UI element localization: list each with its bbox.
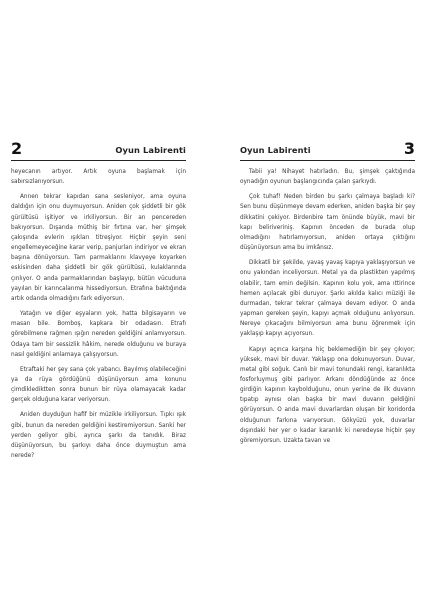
page-body [11, 167, 186, 461]
running-title: Oyun Labirenti [240, 145, 311, 155]
left-page [11, 140, 186, 466]
paragraph: Yatağın ve diğer eşyaların yok, hatta bilgisayarın ve masan bile. Bomboş, kapkara bir odadasın. Etrafı görebilmene rağmen ışığın nereden geldiğini anlamıyorsun. Odaya tam bir sessizlik hâkim, nerede olduğunu ve buraya nasıl geldiğini anlamaya çalışıyorsun. [11, 311, 186, 358]
page-body [240, 167, 415, 446]
paragraph: Dikkatli bir şekilde, yavaş yavaş kapıya yaklaşıyorsun ve onu yakından inceliyorsun. Metal ya da plastikten yapılmış olabilir, tam emin değilsin. Kapının kolu yok, ama ıttirince hemen açılacak gibi duruyor. Şarkı akılda kalıcı müziği ile durmadan, tekrar tekrar çalmaya devam ediyor. O anda yapman gereken şeyin, kapıyı açmak olduğunu anlıyorsun. Nereye çıkacağını bilmiyorsun ama bunu öğrenmek için yaklaşıp kapıyı açıyorsun. [240, 260, 415, 338]
right-page [240, 140, 415, 451]
page-number: 2 [11, 139, 23, 158]
page-number: 3 [403, 139, 415, 158]
paragraph: heyecanın artıyor. Artık oyuna başlamak için sabırsızlanıyorsun. [11, 169, 186, 186]
paragraph: Tabii ya! Nihayet hatırladın. Bu, şimşek çaktığında oynadığın oyunun başlangıcında çalan şarkıydı. [240, 169, 415, 186]
paragraph: Çok tuhaf! Neden birden bu şarkı çalmaya başladı ki? Sen bunu düşünmeye devam ederken, aniden başka bir şey dikkatini çekiyor. Birdenbire tam önünde büyük, mavi bir kapı beliriveriniş. Kapının önceden de burada olup olmadığını hatırlamıyorsun, aniden ortaya çıktığını düşünüyorsun ama bu imkânsız. [240, 194, 415, 252]
running-title: Oyun Labirenti [115, 145, 186, 155]
paragraph: Kapıyı açınca karşına hiç beklemediğin bir şey çıkıyor; yüksek, mavi bir duvar. Yaklaşıp ona dokunuyorsun. Duvar, metal gibi soğuk. Canlı bir mavi tonundaki rengi, karanlıkta fosforluymuş gibi parlıyor. Arkanı döndüğünde az önce girdiğin kapının kaybolduğunu, onun yerine de ilk duvarın tıpatıp aynısı olan başka bir mavi duvarın geldiğini görüyorsun. O anda mavi duvarlardan oluşan bir koridorda olduğunun farkına varıyorsun. Gökyüzü yok, duvarlar dışındaki her yer o kadar karanlık ki neredeyse hiçbir şey göremiyorsun. Uzakta tavan ve [240, 346, 415, 444]
page-header [240, 140, 415, 161]
page-header [11, 140, 186, 161]
paragraph: Aniden duyduğun hafif bir müzikle irkiliyorsun. Tıpkı ışık gibi, bunun da nereden geldiğini kestiremiyorsun. Sanki her yerden geliyor gibi, ayrıca şarkı da tanıdık. Biraz düşünüyorsun, bu şarkıyı daha önce duymuştun ama nerede? [11, 412, 186, 460]
paragraph: Annen tekrar kapıdan sana sesleniyor, ama oyuna daldığın için onu duymuyorsun. Aniden çok şiddetli bir gök gürültüsü işitiyor ve irkiliyorsun. Bir an pencereden bakıyorsun. Dışarıda müthiş bir fırtına var, her şimşek çakışında evlerin ışıkları titreşiyor. Hiçbir şeyin seni engellemeyeceğine karar verip, panjurları indiriyor ve ekran başına dönüyorsun. Tam parmaklarını klavyeye koyarken eskisinden daha şiddetli bir gök gürültüsü, kulaklarında çınlıyor. O anda parmaklarından başlayıp, bütün vücuduna yayılan bir karıncalanma hissediyorsun. Etrafına baktığında artık odanda olmadığını fark ediyorsun. [11, 194, 186, 302]
paragraph: Etraftaki her şey sana çok yabancı. Bayılmış olabileceğini ya da rüya gördüğünü düşünüyorsun ama konunu çimdiklediktten sonra bunun bir rüya olamayacak kadar gerçek olduğuna karar veriyorsun. [11, 366, 186, 404]
